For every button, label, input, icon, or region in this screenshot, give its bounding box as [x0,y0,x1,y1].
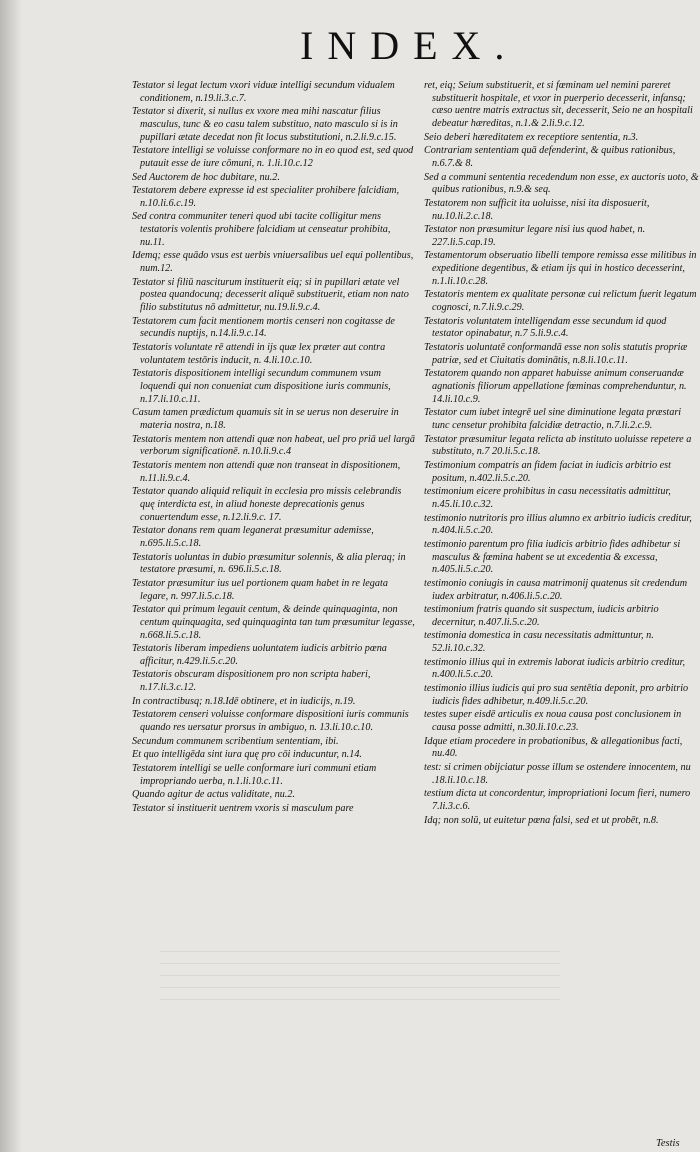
index-entry: Testator qui primum legauit centum, & deinde quinquaginta, non centum quinquagita, sed quinquaginta tan tum præsumitur legasse, n.668.li.5.c.18. [132,604,415,641]
index-entry: Testator si filiū nasciturum instituerit eiq; si in pupillari ætate vel postea quandocunq; decesserit aliquē substituerit, etiam non nato filio substitutus nō admittetur, nu.19.li.9.c.4. [132,276,409,314]
index-entry: Testatoris voluntatem intelligendam esse secundum id quod testator opinabatur, n.7 5.li.9.c.4. [424,315,667,340]
index-entry: Testatorem censeri voluisse conformare dispositioni iuris communis quando res uersatur prorsus in ambiguo, n. 13.li.10.c.10. [132,709,409,734]
index-entry: Testator præsumitur ius uel portionem quam habet in re legata legare, n. 997.li.5.c.18. [132,577,388,602]
index-entry: Casum tamen prædictum quamuis sit in se uerus non deseruire in materia nostra, n.18. [132,407,399,432]
index-entry: Testimonium compatris an fidem faciat in iudicis arbitrio est positum, n.402.li.5.c.20. [424,459,671,484]
index-entry: ret, eiq; Seium substituerit, et si fœminam uel nemini pareret substituerit hospitale, et vxor in puerperio decesserit, infansq; cæso uentre matris extractus sit, decesserit, Seio ne an hospitali debeatur hæreditas, n.1.& 2.li.9.c.12. [424,80,693,130]
index-entry: Testator si instituerit uentrem vxoris si masculum pare [132,802,354,814]
index-entry: testimonio nutritoris pro illius alumno ex arbitrio iudicis creditur, n.404.li.5.c.20. [424,512,692,537]
index-entry: Testator si dixerit, si nullus ex vxore mea mihi nascatur filius masculus, tunc & eo casu talem substituo, nato masculo si is in pupillari ætate decedat non fit locus substitutioni, n.2.li.9.c.15. [132,106,398,143]
index-entry: In contractibusq; n.18.Idē obtinere, et in iudicijs, n.19. [132,695,356,707]
index-entry: Testatorem debere expresse id est specialiter prohibere falcidiam, n.10.li.6.c.19. [132,185,400,209]
index-entry: test: si crimen obijciatur posse illum se ostendere innocentem, nu .18.li.10.c.18. [424,761,691,786]
catchword: Testis [656,1138,680,1149]
index-entry: Testamentorum obseruatio libelli tempore remissa esse militibus in expeditione degentibus, & etiam ijs qui in hostico decesserint, n.1.li.10.c.28. [424,250,697,287]
index-entry: Et quo intelligēda sint iura quę pro cōi inducuntur, n.14. [132,749,362,761]
index-entry: Testator non præsumitur legare nisi ius quod habet, n. 227.li.5.cap.19. [424,224,646,248]
index-entry: Testatoris liberam impediens uoluntatem iudicis arbitrio pœna afficitur, n.429.li.5.c.20. [132,643,387,667]
index-entry: Testatoris voluntate rē attendi in ijs quæ lex præter aut contra voluntatem testōris inducit, n. 4.li.10.c.10. [132,342,386,366]
index-entry: Testatore intelligi se voluisse conformare no in eo quod est, sed quod putauit esse de iure cōmuni, n. 1.li.10.c.12 [132,145,414,169]
index-entry: Idque etiam procedere in probationibus, & allegationibus facti, nu.40. [424,735,683,760]
index-entry: testimonium fratris quando sit suspectum, iudicis arbitrio decernitur, n.407.li.5.c.20. [424,604,659,628]
index-entry: Seio deberi hæreditatem ex receptiore sententia, n.3. [424,131,639,143]
index-entry: Testatoris uoluntatē conformandā esse non solis statutis propriæ patriæ, sed et Ciuitatis dominātis, n.8.li.10.c.11. [424,342,688,366]
index-entry: Testatoris obscuram dispositionem pro non scripta haberi, n.17.li.3.c.12. [132,669,371,694]
index-entry: testes super eisdē articulis ex noua causa post conclusionem in causa posse admitti, n.30.li.10.c.23. [424,709,682,734]
index-entry: Testator cum iubet integrē uel sine diminutione legata præstari tunc censetur prohibita falcidiæ detractio, n.7.li.2.c.9. [424,407,682,432]
index-entry: testimonio illius iudicis qui pro sua sentētia deponit, pro arbitrio iudicis fides adhibetur, n.409.li.5.c.20. [424,683,689,707]
index-entry: Testatoris mentem non attendi quæ non transeat in dispositionem, n.11.li.9.c.4. [132,459,401,484]
index-entry: Testatorem quando non apparet habuisse animum conseruandæ agnationis filiorum appellatione fœminas comprehenduntur, n. 14.li.10.c.9. [424,368,687,405]
index-entry: Testatorem non sufficit ita uoluisse, nisi ita disposuerit, nu.10.li.2.c.18. [424,197,650,222]
index-entry: Testatoris uoluntas in dubio præsumitur solennis, & alia pleraq; in testatore præsumi, n. 696.li.5.c.18. [132,551,406,576]
index-entry: testium dicta ut concordentur, impropriationi locum fieri, numero 7.li.3.c.6. [424,788,691,812]
index-entry: Testatorem intelligi se uelle conformare iuri communi etiam impropriando uerba, n.1.li.10.c.11. [132,762,377,787]
index-entry: Idemq; esse quādo vsus est uerbis vniuersalibus uel equi pollentibus, num.12. [132,250,414,275]
index-column-right [424,80,700,828]
index-entry: Testator donans rem quam leganerat præsumitur ademisse, n.695.li.5.c.18. [132,525,374,549]
index-entry: Testator præsumitur legata relicta ab instituto uoluisse repetere a substituto, n.7 20.li.5.c.18. [424,433,692,458]
index-entry: Testator si legat lectum vxori viduæ intelligi secundum vidualem conditionem, n.19.li.3.c.7. [132,80,395,104]
index-entry: testimonio illius qui in extremis laborat iudicis arbitrio creditur, n.400.li.5.c.20. [424,656,686,681]
index-entry: Sed a communi sententia recedendum non esse, ex auctoris uoto, & quibus rationibus, n.9.& seq. [424,171,699,196]
index-entry: Testatorem cum facit mentionem mortis censeri non cogitasse de secundis nuptijs, n.14.li.9.c.14. [132,315,395,340]
index-entry: Testatoris dispositionem intelligi secundum communem vsum loquendi qui non conueniat cum dispositione iuris communis, n.17.li.10.c.11. [132,368,391,405]
index-entry: Testatoris mentem ex qualitate personæ cui relictum fuerit legatum cognosci, n.7.li.9.c.29. [424,289,697,314]
index-entry: Quando agitur de actus validitate, nu.2. [132,789,295,801]
index-entry: Testator quando aliquid reliquit in ecclesia pro missis celebrandis quę interdicta est, in aliud honeste deprecationis genus conuertendum esse, n.12.li.9.c. 17. [132,486,402,523]
page-title: INDEX. [300,23,519,68]
index-entry: Secundum communem scribentium sententiam, ibi. [132,735,339,747]
index-entry: testimonia domestica in casu necessitatis admittuntur, n. 52.li.10.c.32. [424,630,654,655]
page-gutter-shadow [0,0,22,1152]
index-entry: Idq; non solū, ut euitetur pœna falsi, sed et ut probēt, n.8. [424,814,659,826]
index-entry: testimonio coniugis in causa matrimonij quatenus sit credendum iudex arbitratur, n.406.li.5.c.20. [424,577,688,602]
index-entry: testimonium eicere prohibitus in casu necessitatis admittitur, n.45.li.10.c.32. [424,486,671,510]
index-entry: Testatoris mentem non attendi quæ non habeat, uel pro priā uel largā verborum significationē. n.10.li.9.c.4 [132,433,415,458]
index-column-left [132,80,416,816]
index-entry: Sed Auctorem de hoc dubitare, nu.2. [132,171,280,183]
index-entry: testimonio parentum pro filia iudicis arbitrio fides adhibetur si masculus & fœmina habent se ut excedentia & excessa, n.405.li.5.c.20. [424,538,681,576]
index-entry: Contrariam sententiam quā defenderint, & quibus rationibus, n.6.7.& 8. [424,145,676,169]
index-entry: Sed contra communiter teneri quod ubi tacite colligitur mens testatoris volentis prohibere falcidiam ut censeatur prohibita, nu.11. [132,211,391,248]
ink-bleedthrough [160,940,560,1000]
